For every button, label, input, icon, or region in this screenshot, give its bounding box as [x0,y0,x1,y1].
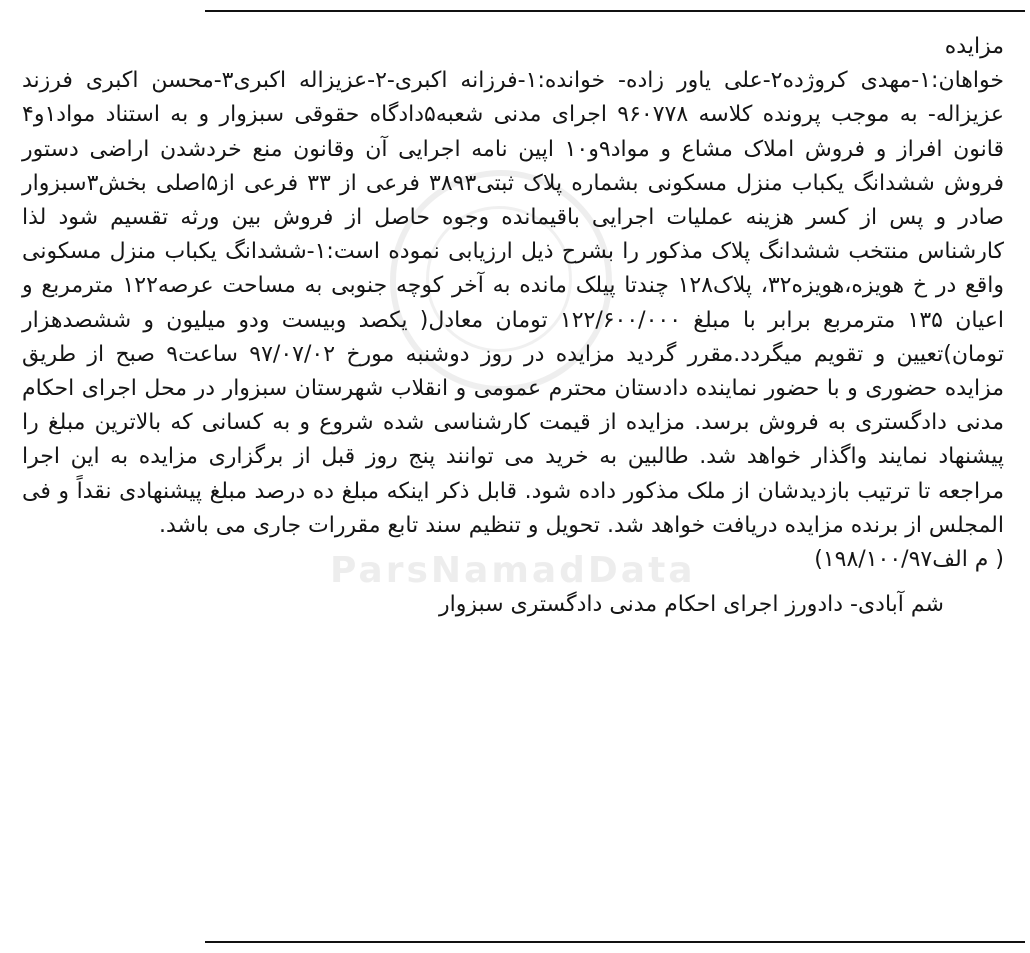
top-divider [205,10,1025,12]
watermark-brand-text: ParsNamadData [330,550,696,591]
notice-reference: ( م الف۱۹۸/۱۰۰/۹۷) [814,547,1004,573]
notice-title: مزایده [944,34,1004,59]
notice-signature: شم آبادی- دادورز اجرای احکام مدنی دادگستری سبزوار [438,592,944,618]
auction-notice [22,30,1004,622]
bottom-divider [205,941,1025,943]
notice-body: خواهان:۱-مهدی کروژده۲-علی یاور زاده- خوانده:۱-فرزانه اکبری-۲-عزیزاله اکبری۳-محسن اکبری فرزند عزیزاله- به موجب پرونده کلاسه ۹۶۰۷۷۸ اجرای مدنی شعبه۵دادگاه حقوقی سبزوار و به استناد مواد۱و۴ قانون افراز و فروش املاک مشاع و مواد۹و۱۰ اپین نامه اجرایی آن وقانون منع خردشدن اراضی دستور فروش ششدانگ یکباب منزل مسکونی بشماره پلاک ثبتی۳۸۹۳ فرعی از ۳۳ فرعی از۵اصلی بخش۳سبزوار صادر و پس از کسر هزینه عملیات اجرایی باقیمانده وجوه حاصل از فروش بین ورثه تقسیم شود لذا کارشناس منتخب ششدانگ پلاک مذکور را بشرح ذیل ارزیابی نموده است:۱-ششدانگ یکباب منزل مسکونی واقع در خ هویزه،هویزه۳۲، پلاک۱۲۸ چندتا پیلک مانده به آخر کوچه جنوبی به مساحت عرصه۱۲۲ مترمربع و اعیان ۱۳۵ مترمربع برابر با مبلغ ۱۲۲/۶۰۰/۰۰۰ تومان معادل( یکصد وبیست ودو میلیون و ششصدهزار تومان)تعیین و تقویم میگردد.مقرر گردید مزایده در روز دوشنبه مورخ ۹۷/۰۷/۰۲ ساعت۹ صبح از طریق مزایده حضوری و با حضور نماینده دادستان محترم عمومی و انقلاب شهرستان سبزوار در محل اجرای احکام مدنی دادگستری به فروش برسد. مزایده از قیمت کارشناسی شده شروع و به کسانی که بالاترین مبلغ را پیشنهاد نمایند واگذار خواهد شد. طالبین به خرید می توانند پنج روز قبل از برگزاری مزایده به این اجرا مراجعه تا ترتیب بازدیدشان از ملک مذکور داده شود. قابل ذکر اینکه مبلغ ده درصد مبلغ پیشنهادی نقداً و فی المجلس از برنده مزایده دریافت خواهد شد. تحویل و تنظیم سند تابع مقررات جاری می باشد. [22,68,1005,538]
